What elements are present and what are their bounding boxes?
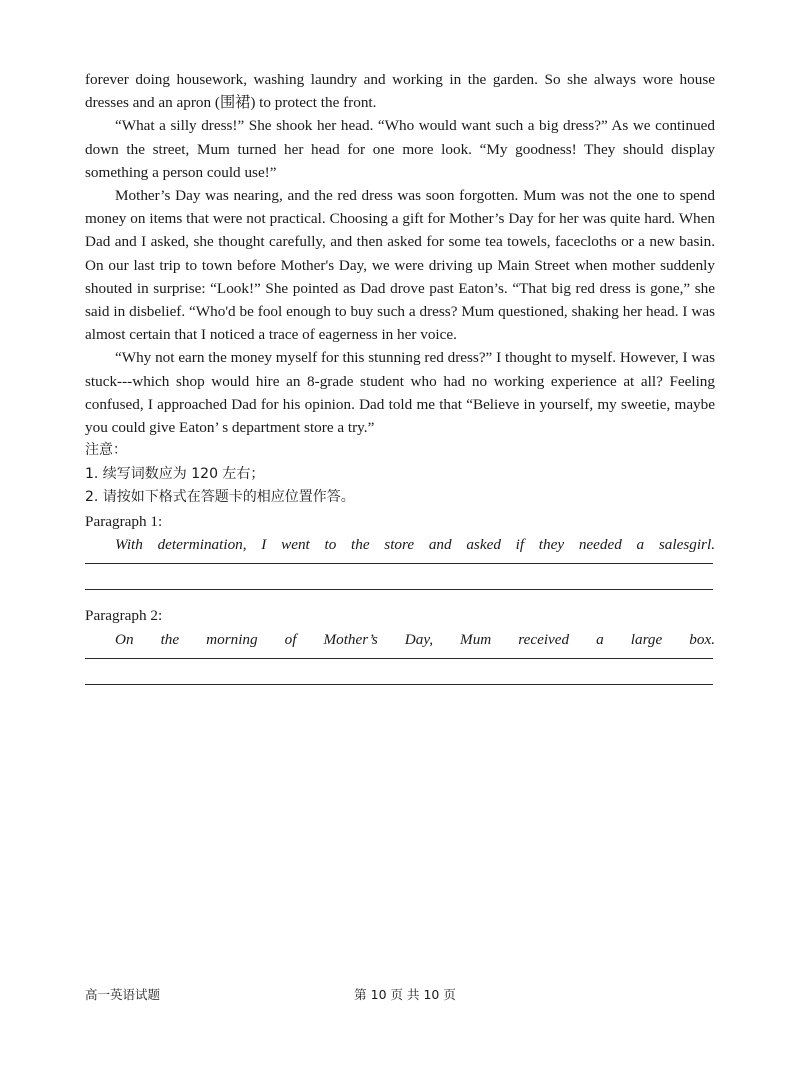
paragraph-2-starter: On the morning of Mother’s Day, Mum received a large box. [115,630,715,648]
answer-paragraph-2 [85,604,715,685]
notes-heading: 注意： [85,442,127,459]
exam-page [85,68,715,685]
note-item-2: 2. 请按如下格式在答题卡的相应位置作答。 [85,489,355,506]
passage-paragraph-2: “What a silly dress!” She shook her head. “Who would want such a big dress?” As we continued down the street, Mum turned her head for one more look. “My goodness! They should display something a person could use!” [85,117,715,181]
paragraph-1-starter: With determination, I went to the store and asked if they needed a salesgirl. [115,536,715,554]
passage-paragraph-3: Mother’s Day was nearing, and the red dress was soon forgotten. Mum was not the one to spend money on items that were not practical. Choosing a gift for Mother’s Day for her was quite hard. When Dad and I asked, she thought carefully, and then asked for some tea towels, facecloths or a new basin. On our last trip to town before Mother's Day, we were driving up Main Street when mother suddenly shouted in surprise: “Look!” She pointed as Dad drove past Eaton’s. “That big red dress is gone,” she said in disbelief. “Who'd be fool enough to buy such a dress? Mum questioned, shaking her head. I was almost certain that I noticed a trace of eagerness in her voice. [85,187,715,344]
page-number: 第 10 页 共 10 页 [354,987,456,1002]
passage-paragraph-1: forever doing housework, washing laundry and working in the garden. So she always wore house dresses and an apron (围裙) to protect the front. [85,71,715,112]
answer-line [85,563,713,564]
answer-line [85,589,713,590]
answer-paragraph-1 [85,510,715,591]
answer-line [85,658,713,659]
paragraph-2-label: Paragraph 2: [85,607,163,625]
note-item-1: 1. 续写词数应为 120 左右； [85,465,265,482]
exam-title: 高一英语试题 [85,987,161,1002]
answer-line [85,684,713,685]
notes-section [85,439,715,510]
paragraph-1-label: Paragraph 1: [85,512,163,530]
passage-paragraph-4: “Why not earn the money myself for this stunning red dress?” I thought to myself. However, I was stuck---which shop would hire an 8-grade student who had no working experience at all? Feeling confused, I approached Dad for his opinion. Dad told me that “Believe in yourself, my sweetie, maybe you could give Eaton’ s department store a try.” [85,349,715,437]
